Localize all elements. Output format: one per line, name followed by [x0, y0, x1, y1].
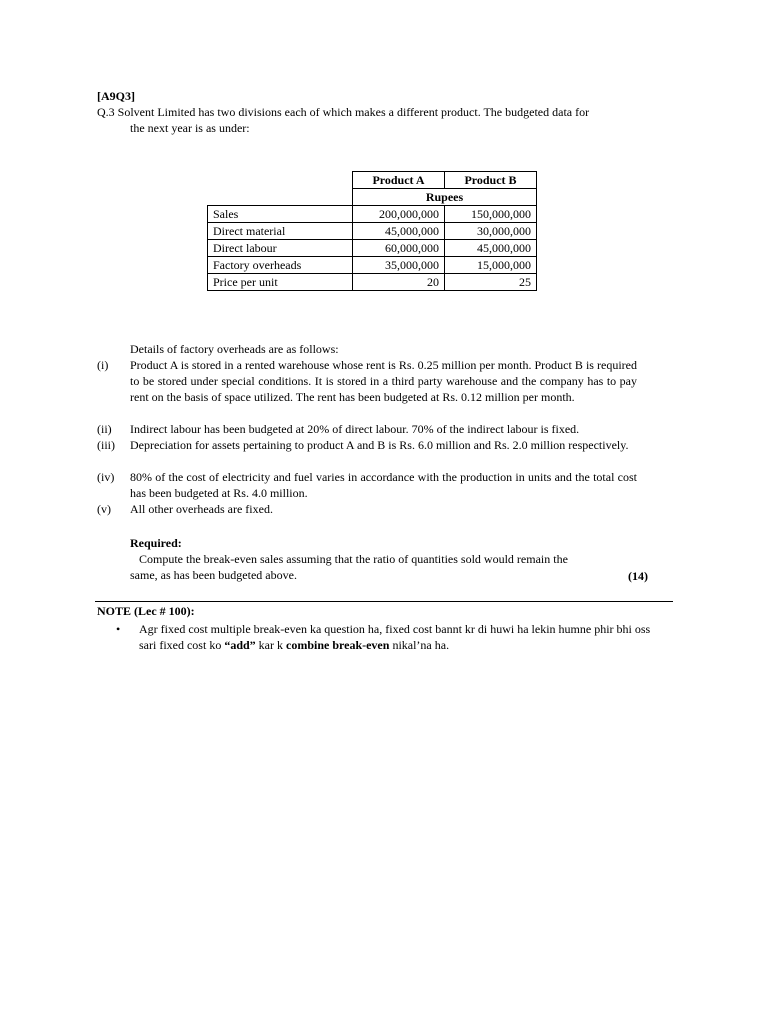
table-row — [208, 240, 537, 257]
unit-blank-cell — [208, 189, 353, 206]
question-intro-line-2: the next year is as under: — [130, 121, 250, 135]
table-unit-row — [208, 189, 537, 206]
overhead-item — [97, 469, 637, 501]
product-b-value: 150,000,000 — [445, 206, 537, 223]
row-label: Direct labour — [208, 240, 353, 257]
product-a-value: 35,000,000 — [353, 257, 445, 274]
note-bold-add: “add” — [224, 638, 256, 652]
budget-table — [207, 171, 537, 291]
row-label: Direct material — [208, 223, 353, 240]
note-bold-combine: combine break-even — [286, 638, 390, 652]
note-text-part: kar k — [255, 638, 286, 652]
item-text: 80% of the cost of electricity and fuel varies in accordance with the production in units and the total cost has been budgeted at Rs. 4.0 million. — [130, 470, 637, 500]
product-b-value: 30,000,000 — [445, 223, 537, 240]
product-b-value: 15,000,000 — [445, 257, 537, 274]
question-intro-line-1: Q.3 Solvent Limited has two divisions each of which makes a different product. The budgeted data for — [97, 105, 590, 119]
note-divider — [95, 601, 673, 602]
row-label: Price per unit — [208, 274, 353, 291]
product-a-value: 60,000,000 — [353, 240, 445, 257]
table-header-row — [208, 172, 537, 189]
question-reference: [A9Q3] — [97, 89, 135, 103]
required-text — [130, 551, 606, 583]
item-number: (iii) — [97, 438, 115, 452]
note-text-part: nikal’na ha. — [389, 638, 450, 652]
header-blank-cell — [208, 172, 353, 189]
product-a-value: 20 — [353, 274, 445, 291]
note-bullet-text — [139, 621, 659, 653]
table-row — [208, 206, 537, 223]
item-text: Indirect labour has been budgeted at 20% of direct labour. 70% of the indirect labour is fixed. — [130, 422, 580, 436]
table-row — [208, 274, 537, 291]
row-label: Sales — [208, 206, 353, 223]
item-text: All other overheads are fixed. — [130, 502, 273, 516]
item-number: (i) — [97, 358, 109, 372]
product-b-value: 25 — [445, 274, 537, 291]
note-text-part: Agr fixed cost multiple break-even ka question ha, fixed cost bannt kr di huwi ha lekin humne phir bhi oss sari fixed cost ko — [139, 622, 651, 652]
product-a-value: 200,000,000 — [353, 206, 445, 223]
product-a-value: 45,000,000 — [353, 223, 445, 240]
overheads-details-intro: Details of factory overheads are as follows: — [130, 342, 339, 356]
column-header-product-a: Product A — [353, 172, 445, 189]
item-number: (ii) — [97, 422, 112, 436]
unit-header-rupees: Rupees — [353, 189, 537, 206]
required-heading: Required: — [130, 536, 182, 550]
table-row — [208, 223, 537, 240]
row-label: Factory overheads — [208, 257, 353, 274]
item-number: (v) — [97, 502, 111, 516]
marks-label: (14) — [628, 569, 648, 583]
product-b-value: 45,000,000 — [445, 240, 537, 257]
required-line-2: same, as has been budgeted above. — [130, 568, 297, 582]
item-number: (iv) — [97, 470, 115, 484]
item-text: Product A is stored in a rented warehouse whose rent is Rs. 0.25 million per month. Product B is required to be stored under special conditions. It is stored in a third party warehouse and the company has to pay rent on the basis of space utilized. The rent has been budgeted at Rs. 0.12 million per month. — [130, 358, 637, 404]
item-text: Depreciation for assets pertaining to product A and B is Rs. 6.0 million and Rs. 2.0 million respectively. — [130, 438, 629, 452]
note-title: NOTE (Lec # 100): — [97, 604, 195, 618]
bullet-icon: • — [116, 622, 121, 636]
column-header-product-b: Product B — [445, 172, 537, 189]
table-row — [208, 257, 537, 274]
overhead-item — [97, 437, 637, 453]
overhead-item — [97, 421, 637, 437]
overhead-item — [97, 501, 637, 517]
required-line-1: Compute the break-even sales assuming that the ratio of quantities sold would remain the — [139, 552, 568, 566]
overhead-item — [97, 357, 637, 405]
